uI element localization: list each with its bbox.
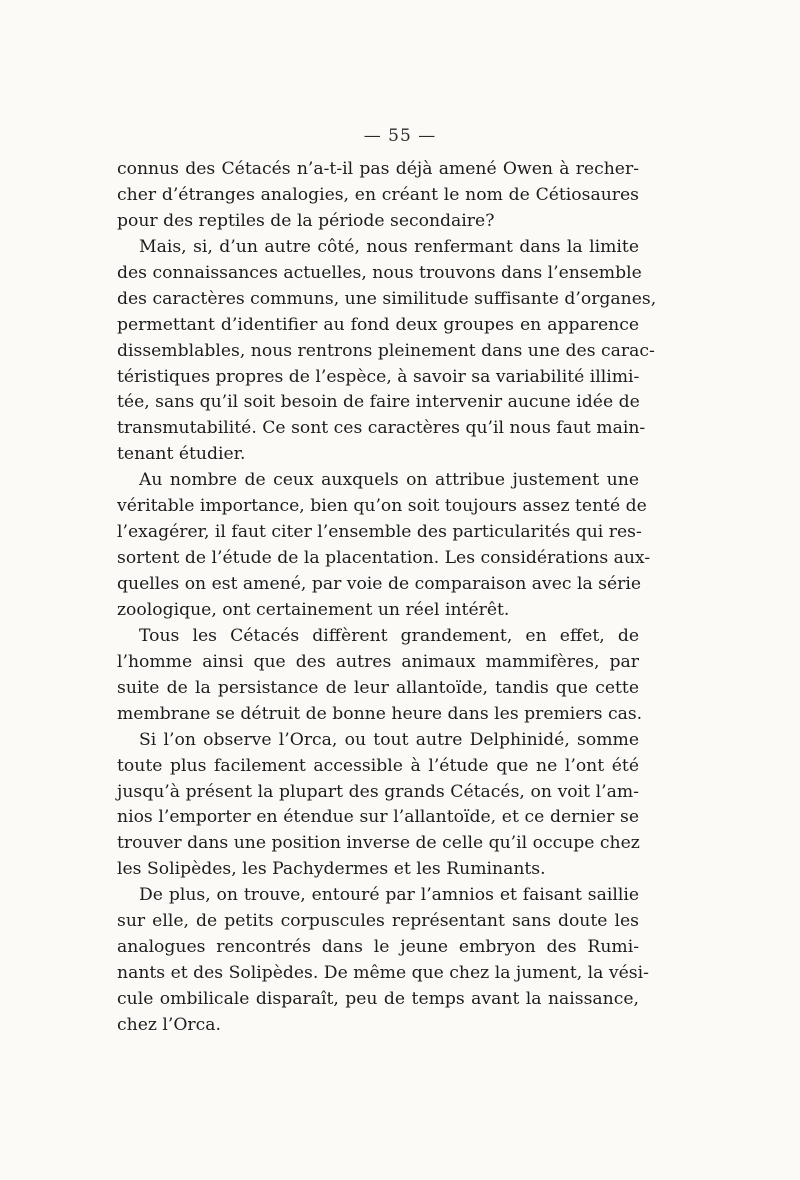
text-line: transmutabilité. Ce sont ces caractères qu’il nous faut main- — [117, 418, 646, 439]
text-line: nios l’emporter en étendue sur l’allantoïde, et ce dernier se — [117, 807, 639, 828]
text-line: trouver dans une position inverse de celle qu’il occupe chez — [117, 833, 640, 854]
paragraph-start-line: Mais, si, d’un autre côté, nous renfermant dans la limite — [139, 236, 639, 257]
text-line: dissemblables, nous rentrons pleinement dans une des carac- — [117, 340, 655, 361]
text-line: connus des Cétacés n’a-t-il pas déjà amené Owen à recher- — [117, 159, 639, 179]
text-line: des connaissances actuelles, nous trouvons dans l’ensemble — [117, 262, 642, 283]
text-line: toute plus facilement accessible à l’étude que ne l’ont été — [117, 755, 639, 776]
text-line: suite de la persistance de leur allantoïde, tandis que cette — [117, 677, 639, 698]
paragraph-start-line: De plus, on trouve, entouré par l’amnios et faisant saillie — [139, 885, 639, 906]
text-line: jusqu’à présent la plupart des grands Cétacés, on voit l’am- — [117, 781, 639, 802]
paragraph-start-line: Si l’on observe l’Orca, ou tout autre Delphinidé, somme — [139, 729, 639, 750]
text-line: téristiques propres de l’espèce, à savoir sa variabilité illimi- — [117, 366, 640, 387]
paragraph-start-line: Au nombre de ceux auxquels on attribue justement une — [139, 470, 639, 491]
text-line: sur elle, de petits corpuscules représentant sans doute les — [117, 911, 639, 932]
text-line: l’exagérer, il faut citer l’ensemble des particularités qui res- — [117, 522, 642, 543]
text-line: sortent de l’étude de la placentation. Les considérations aux- — [117, 548, 651, 569]
text-line: cher d’étranges analogies, en créant le nom de Cétiosaures — [117, 184, 639, 205]
text-line: analogues rencontrés dans le jeune embryon des Rumi- — [117, 937, 639, 958]
body-text — [117, 157, 657, 1039]
paragraph-start-line: Tous les Cétacés diffèrent grandement, en effet, de — [139, 625, 639, 646]
text-line: permettant d’identifier au fond deux groupes en apparence — [117, 314, 639, 335]
text-line: l’homme ainsi que des autres animaux mammifères, par — [117, 651, 639, 672]
text-line: pour des reptiles de la période secondaire? — [117, 210, 495, 231]
text-line: nants et des Solipèdes. De même que chez la jument, la vési- — [117, 963, 649, 984]
text-line: zoologique, ont certainement un réel intérêt. — [117, 599, 510, 620]
text-line: tée, sans qu’il soit besoin de faire intervenir aucune idée de — [117, 392, 640, 413]
text-line: tenant étudier. — [117, 444, 246, 465]
text-line: les Solipèdes, les Pachydermes et les Ruminants. — [117, 859, 546, 880]
text-line: des caractères communs, une similitude suffisante d’organes, — [117, 288, 657, 309]
text-line: cule ombilicale disparaît, peu de temps avant la naissance, — [117, 989, 639, 1009]
text-line: chez l’Orca. — [117, 1014, 221, 1035]
text-line: membrane se détruit de bonne heure dans les premiers cas. — [117, 703, 643, 724]
page-number: — 55 — — [363, 126, 437, 146]
text-line: quelles on est amené, par voie de comparaison avec la série — [117, 574, 642, 594]
text-line: véritable importance, bien qu’on soit toujours assez tenté de — [117, 496, 647, 517]
